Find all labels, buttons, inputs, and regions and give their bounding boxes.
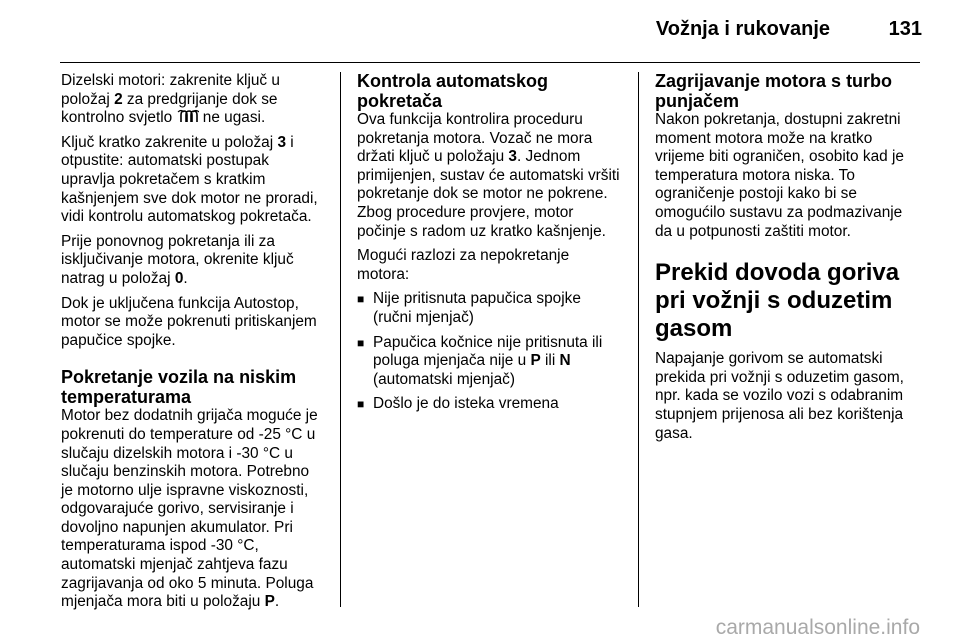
paragraph-fuel-cutoff: Napajanje gorivom se automatski prekida pri vožnji s oduzetim gasom, npr. kada se vozilo vozi s odabranim stupnjem prijenosa ali bez korištenja gasa. — [655, 350, 904, 442]
paragraph-low-temperature: Motor bez dodatnih grijača moguće je pokrenuti do temperature od -25 °C u slučaju dizelskih motora i -30 °C u slučaju benzinskih motora. Potrebno je motorno ulje ispravne viskoznosti, odgovarajuće gorivo, servisiranje i dovoljno napunjen akumulator. Pri temperaturama ispod -30 °C, automatski mjenjač zahtjeva fazu zagrijavanja od oko 5 minuta. Poluga mjenjača mora biti u položaju P. — [61, 407, 318, 611]
paragraph-key-position-3: Ključ kratko zakrenite u položaj 3 i otpustite: automatski postupak upravlja pokretačem s kratkim kašnjenjem sve dok motor ne proradi, vidi kontrolu automatskog pokretača. — [61, 133, 318, 226]
column-3 — [655, 72, 920, 449]
watermark: carmanualsonline.info — [715, 616, 920, 639]
reasons-list — [357, 290, 620, 414]
heading-turbo-warmup: Zagrijavanje motora s turbo punjačem — [655, 71, 893, 111]
column-divider — [340, 72, 341, 607]
paragraph-reasons: Mogući razlozi za nepokretanje motora: — [357, 247, 570, 283]
glow-plug-icon — [177, 109, 199, 123]
heading-low-temperature: Pokretanje vozila na niskim temperaturama — [61, 367, 297, 407]
page-number: 131 — [888, 18, 922, 40]
heading-fuel-cutoff: Prekid dovoda goriva pri vožnji s oduzetim gasom — [655, 259, 900, 343]
paragraph-restart: Prije ponovnog pokretanja ili za isključivanje motora, okrenite ključ natrag u položaj 0. — [61, 232, 294, 287]
list-item: ■ Nije pritisnuta papučica spojke (ručni mjenjač) — [357, 290, 581, 326]
bullet-icon: ■ — [357, 292, 365, 307]
heading-auto-start-control: Kontrola automatskog pokretača — [357, 71, 549, 111]
list-item: ■ Papučica kočnice nije pritisnuta ili poluga mjenjača nije u P ili N (automatski mjenjač) — [357, 333, 603, 388]
paragraph-diesel-preheat: Dizelski motori: zakrenite ključ u položaj 2 za predgrijanje dok se kontrolno svjetlo ne ugasi. — [61, 72, 280, 127]
column-divider — [638, 72, 639, 607]
bullet-icon: ■ — [357, 335, 365, 350]
paragraph-auto-start: Ova funkcija kontrolira proceduru pokretanja motora. Vozač ne mora držati ključ u položaju 3. Jednom primijenjen, sustav će automatski vršiti pokretanje dok se motor ne pokrene. Zbog procedure provjere, motor počinje s radom uz kratko kašnjenje. — [357, 111, 620, 240]
paragraph-turbo: Nakon pokretanja, dostupni zakretni moment motora može na kratko vrijeme biti ograničen, osobito kad je temperatura motora niska. To ograničenje postoji kako bi se omogućilo sustavu za podmazivanje da u potpunosti zaštiti motor. — [655, 111, 904, 240]
paragraph-autostop: Dok je uključena funkcija Autostop, motor se može pokrenuti pritiskanjem papučice spojke. — [61, 294, 317, 349]
list-item: ■ Došlo je do isteka vremena — [357, 395, 559, 413]
header-title: Vožnja i rukovanje — [655, 18, 830, 40]
bullet-icon: ■ — [357, 397, 365, 412]
column-2 — [357, 72, 620, 420]
header-rule — [60, 62, 920, 63]
column-1 — [61, 72, 324, 618]
